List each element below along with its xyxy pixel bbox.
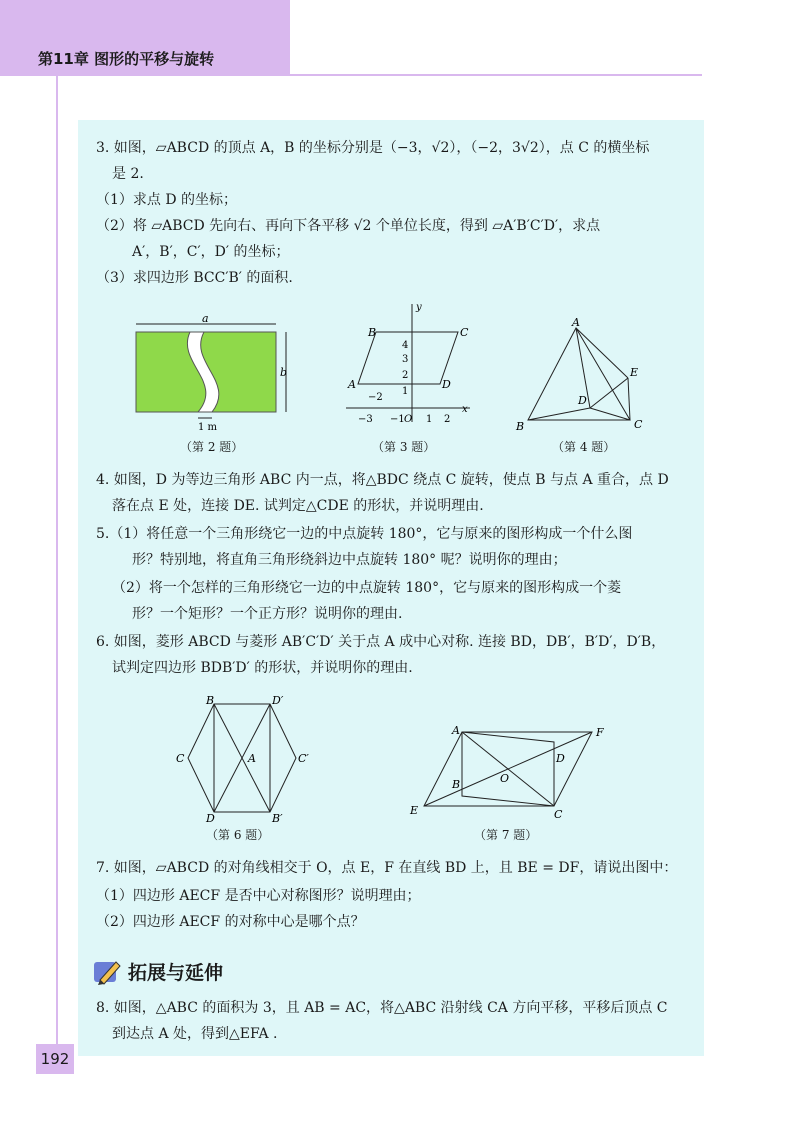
origin-label: O: [404, 414, 413, 425]
header-rule: [290, 74, 702, 76]
point-B-prime-label: B′: [272, 812, 283, 824]
y-tick-3: 3: [402, 354, 409, 365]
problem-3-q2b: A′，B′，C′，D′ 的坐标；: [132, 244, 290, 260]
point-D-label: D: [556, 752, 565, 765]
pencil-icon: [92, 958, 122, 986]
problem-7-q1: （1）四边形 AECF 是否中心对称图形？说明理由；: [96, 888, 421, 904]
figure-2-caption: （第 2 题）: [180, 440, 244, 454]
section-title: 拓展与延伸: [128, 962, 224, 984]
point-B-label: B: [206, 694, 215, 707]
problem-3-q2a: （2）将 ▱ABCD 先向右、再向下各平移 √2 个单位长度，得到 ▱A′B′C′D′，求点: [96, 218, 601, 234]
problem-6-line2: 试判定四边形 BDB′D′ 的形状，并说明你的理由.: [112, 660, 413, 676]
point-E-label: E: [630, 366, 639, 379]
point-D-label: D: [578, 394, 587, 407]
point-B-label: B: [452, 778, 461, 791]
point-C-label: C: [554, 808, 563, 821]
figure-3-caption: （第 3 题）: [372, 440, 436, 454]
problem-3-line2: 是 2.: [112, 166, 144, 182]
label-b: b: [280, 366, 288, 379]
problem-5-line4: 形？一个矩形？一个正方形？说明你的理由.: [132, 606, 403, 622]
y-tick-4: 4: [402, 340, 409, 351]
problem-3-q3: （3）求四边形 BCC′B′ 的面积.: [96, 270, 293, 286]
point-A-label: A: [452, 724, 460, 737]
x-tick-neg3: −3: [358, 414, 373, 425]
problem-3-q1: （1）求点 D 的坐标；: [96, 192, 238, 208]
point-C-label: C: [176, 752, 185, 765]
point-F-label: F: [596, 726, 604, 739]
problem-8-line2: 到达点 A 处，得到△EFA .: [112, 1026, 278, 1042]
x-tick-neg1: −1: [390, 414, 405, 425]
figure-7: [404, 722, 614, 822]
point-B-label: B: [368, 326, 377, 339]
problem-3-line1: 3. 如图，▱ABCD 的顶点 A，B 的坐标分别是（−3，√2），（−2，3√2），点 C 的横坐标: [96, 140, 650, 156]
y-tick-1: 1: [402, 386, 409, 397]
point-B-label: B: [516, 420, 525, 433]
problem-5-line2: 形？特别地，将直角三角形绕斜边中点旋转 180° 呢？说明你的理由；: [132, 552, 567, 568]
problem-8-line1: 8. 如图，△ABC 的面积为 3，且 AB = AC，将△ABC 沿射线 CA 方向平移，平移后顶点 C: [96, 1000, 668, 1016]
point-D-prime-label: D′: [272, 694, 284, 707]
label-1m: 1 m: [198, 422, 218, 432]
y-tick-2: 2: [402, 370, 409, 381]
problem-6-line1: 6. 如图，菱形 ABCD 与菱形 AB′C′D′ 关于点 A 成中心对称. 连接 BD，DB′，B′D′，D′B，: [96, 634, 666, 650]
problem-7-line1: 7. 如图，▱ABCD 的对角线相交于 O，点 E，F 在直线 BD 上，且 BE = DF，请说出图中：: [96, 860, 678, 876]
figure-4: [510, 314, 650, 434]
x-axis-label: x: [462, 404, 468, 415]
point-C-label: C: [634, 418, 643, 431]
figure-3: [340, 300, 480, 430]
margin-rule: [56, 76, 58, 1046]
figure-7-caption: （第 7 题）: [474, 828, 538, 842]
problem-4-line2: 落在点 E 处，连接 DE. 试判定△CDE 的形状，并说明理由.: [112, 498, 484, 514]
point-A-label: A: [572, 316, 580, 329]
problem-4-line1: 4. 如图，D 为等边三角形 ABC 内一点，将△BDC 绕点 C 旋转，使点 B 与点 A 重合，点 D: [96, 472, 669, 488]
chapter-header: [0, 0, 290, 76]
figure-4-caption: （第 4 题）: [552, 440, 616, 454]
point-C-label: C: [460, 326, 469, 339]
label-a: a: [202, 312, 209, 325]
problem-5-line1: 5.（1）将任意一个三角形绕它一边的中点旋转 180°，它与原来的图形构成一个什么图: [96, 526, 633, 542]
problem-5-line3: （2）将一个怎样的三角形绕它一边的中点旋转 180°，它与原来的图形构成一个菱: [112, 580, 622, 596]
x-tick-2: 2: [444, 414, 451, 425]
y-axis-label: y: [416, 302, 422, 313]
point-O-label: O: [500, 772, 510, 785]
point-C-prime-label: C′: [298, 752, 309, 765]
problem-7-q2: （2）四边形 AECF 的对称中心是哪个点？: [96, 914, 365, 930]
figure-6: [168, 694, 318, 824]
chapter-title: 第11章 图形的平移与旋转: [38, 50, 215, 68]
point-A-label: A: [248, 752, 256, 765]
point-D-label: D: [442, 378, 451, 391]
page-number: 192: [36, 1044, 74, 1074]
point-D-label: D: [206, 812, 215, 824]
x-neg2-label: −2: [368, 392, 383, 403]
x-tick-1: 1: [426, 414, 433, 425]
figure-6-caption: （第 6 题）: [206, 828, 270, 842]
point-A-label: A: [348, 378, 356, 391]
figure-2: [128, 312, 308, 432]
point-E-label: E: [410, 804, 419, 817]
